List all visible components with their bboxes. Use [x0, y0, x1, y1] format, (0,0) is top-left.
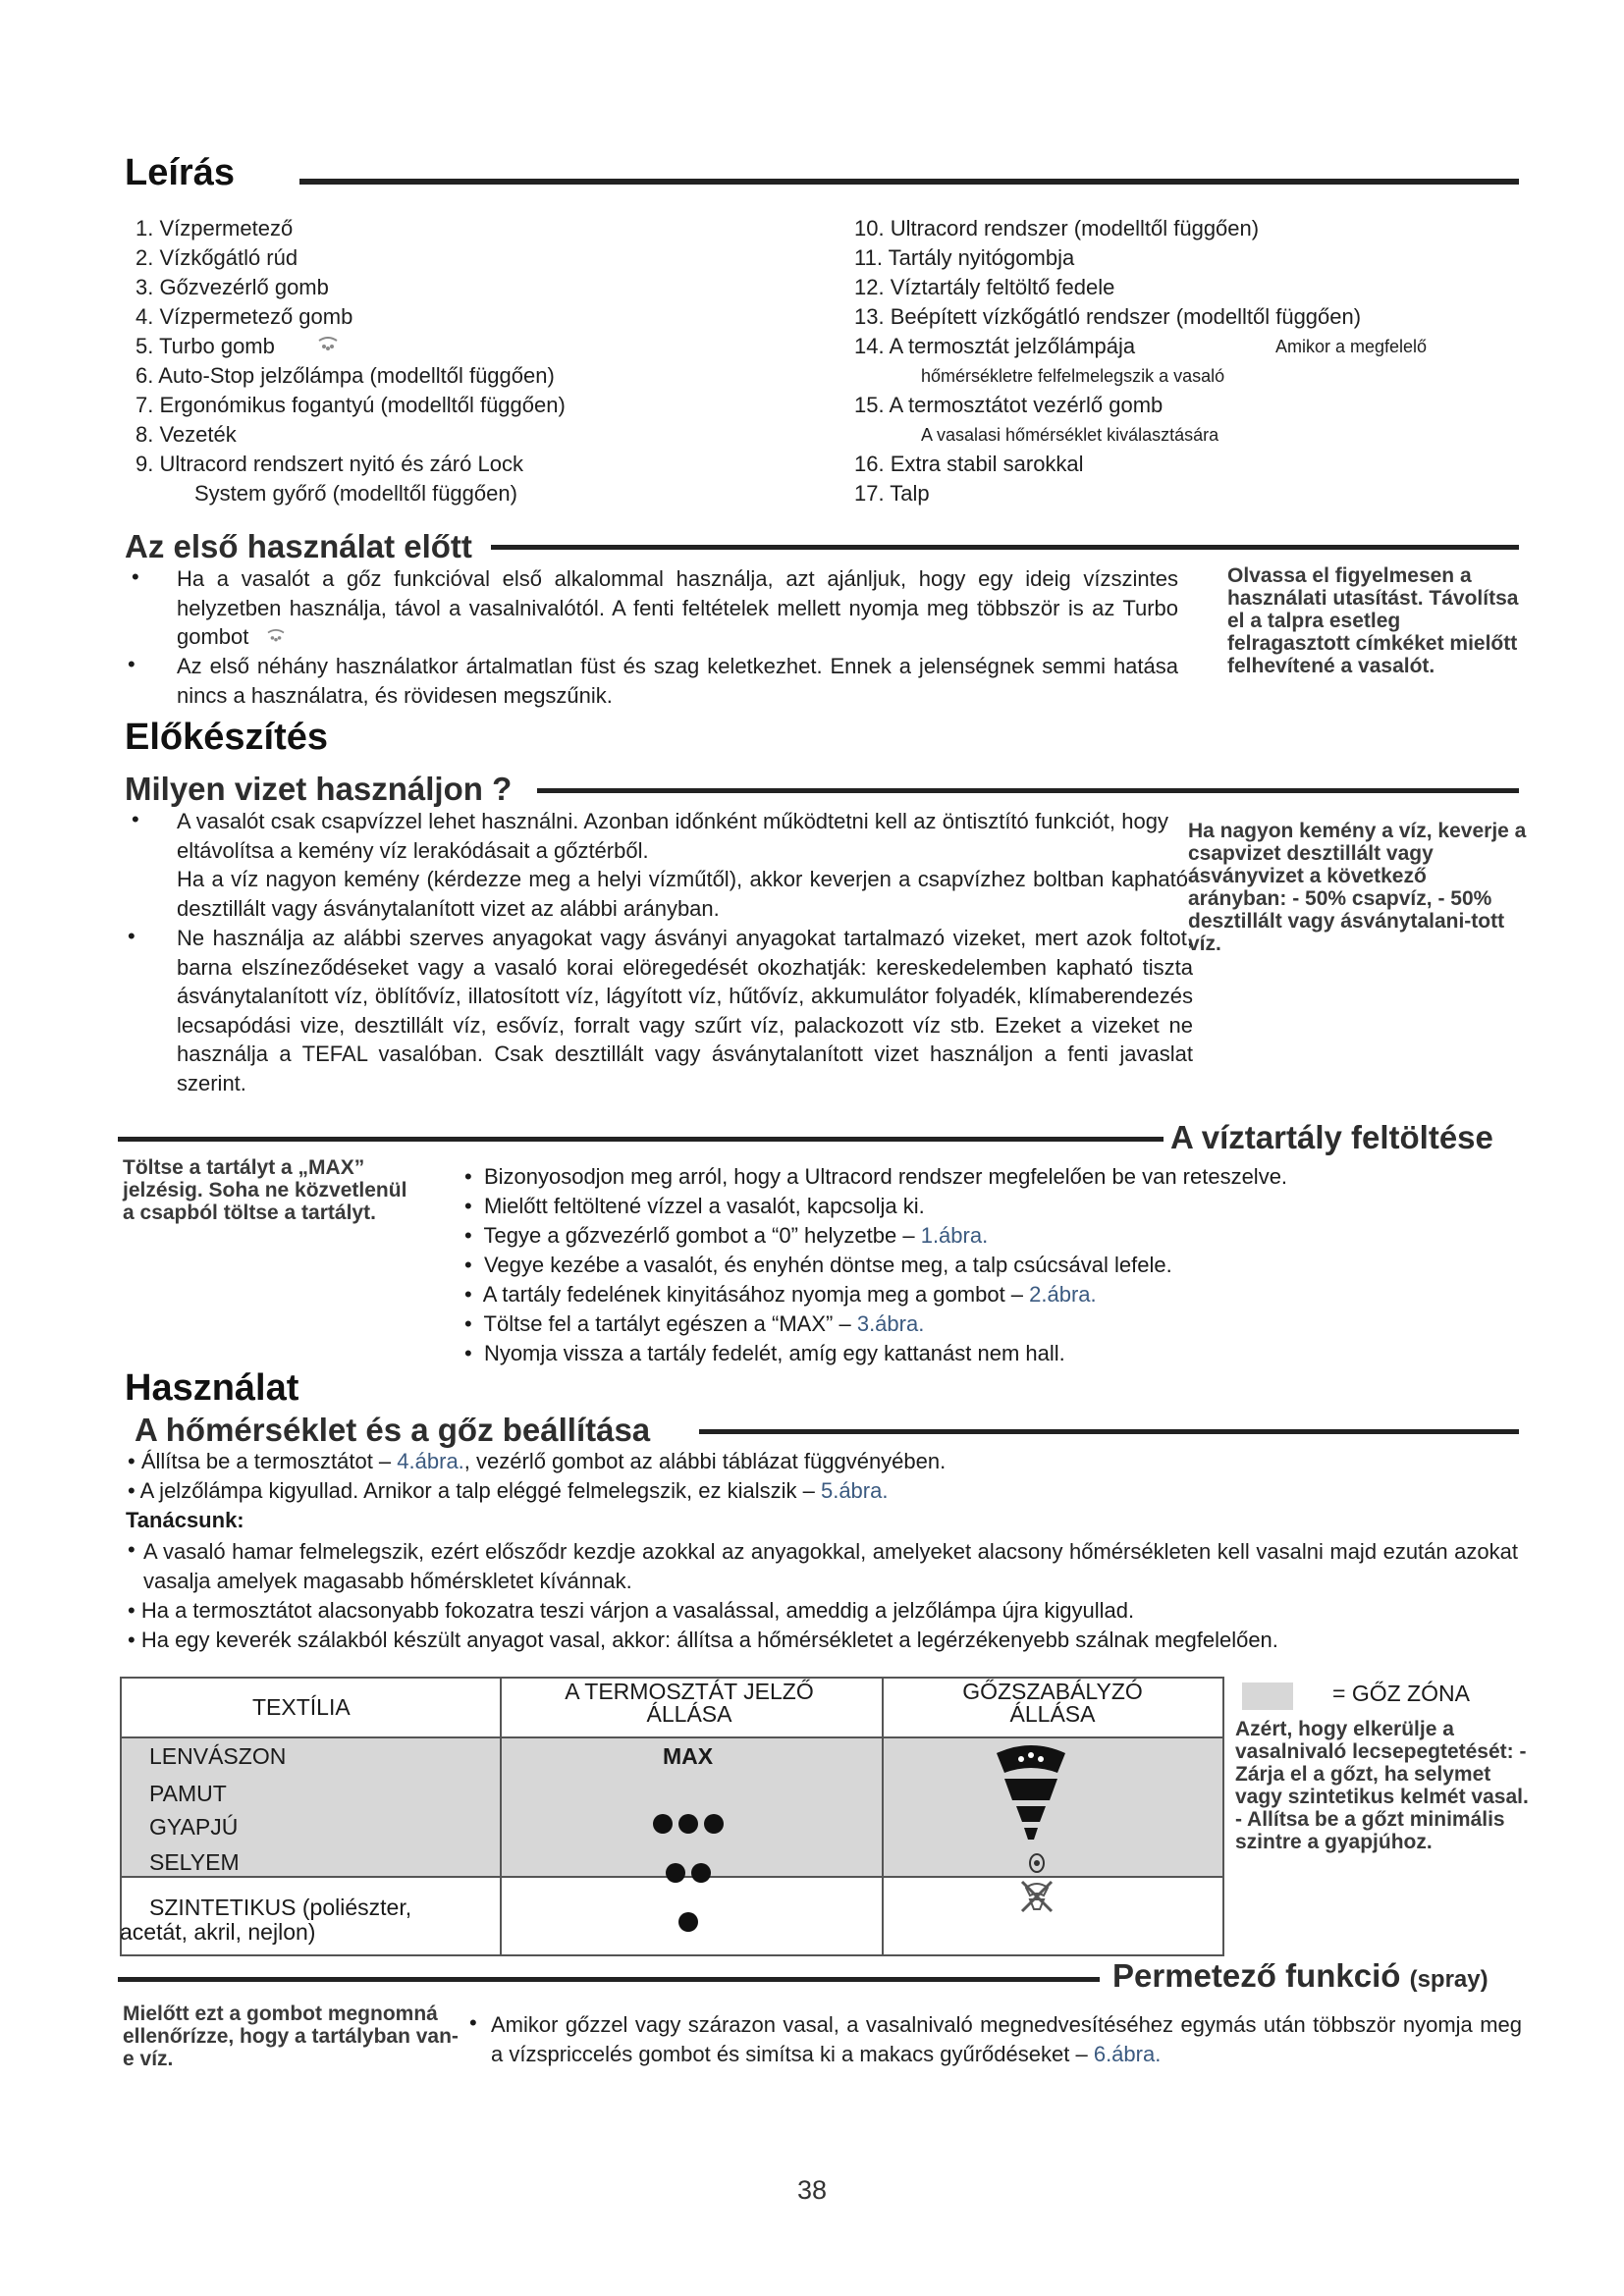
list-item: 9. Ultracord rendszert nyitó és záró Lock	[135, 452, 523, 476]
list-item: • Ha a termosztátot alacsonyabb fokozatra teszi várjon a vasalással, ameddig a jelzőlámpa újra kigyullad.	[128, 1598, 1135, 1623]
list-item: 10. Ultracord rendszer (modelltől függően)	[854, 216, 1260, 240]
section-title-elokeszites: Előkészítés	[125, 717, 328, 758]
steam-icon	[265, 623, 287, 653]
divider	[299, 179, 1519, 185]
divider	[118, 1137, 1164, 1142]
figure-ref: 2.ábra.	[1029, 1282, 1097, 1307]
bullet: •	[128, 924, 135, 948]
paragraph: Ha a víz nagyon kemény (kérdezze meg a helyi vízműtől), akkor keverjen a csapvízhez boltban kapható desztillált vagy ásványtalanított vizet az alábbi arányban.	[177, 867, 1188, 921]
list-item: 15. A termosztátot vezérlő gomb	[854, 393, 1164, 417]
list-item: 12. Víztartály feltöltő fedele	[854, 275, 1115, 299]
figure-ref: 3.ábra.	[856, 1311, 925, 1336]
legend-label: = GŐZ ZÓNA	[1332, 1681, 1470, 1706]
thermostat-three-dots	[650, 1814, 727, 1839]
list-item: 3. Gőzvezérlő gomb	[135, 275, 329, 299]
list-item-note: A vasalasi hőmérséklet kiválasztására	[921, 425, 1219, 445]
bullet: •	[132, 564, 139, 589]
list-item: 2. Vízkőgátló rúd	[135, 245, 298, 270]
divider	[699, 1429, 1519, 1434]
advice-label: Tanácsunk:	[126, 1508, 244, 1532]
thermostat-max: MAX	[663, 1743, 714, 1769]
table-row: LENVÁSZON	[149, 1743, 287, 1769]
steam-off-icon	[1018, 1878, 1056, 1920]
divider	[491, 545, 1519, 550]
section-title-leiras: Leírás	[125, 152, 235, 193]
paragraph: Ne használja az alábbi szerves anyagokat vagy ásványi anyagokat tartalmazó vizeket, mert azok foltot, barna elszíneződéseket vagy a vasaló korai elöregedését okozhatják: kereskedelemben kapható tiszta ásványtalanított víz, öblítővíz, illatosított víz, lágyított víz, hűtővíz, akkumulátor folyadék, klímaberendezés lecsapódási vize, desztillált víz, esővíz, forralt vagy szűrt víz, palackozott víz stb. Ezeket a vizeket ne használja a TEFAL vasalóban. Csak desztillált vagy ásványtalanított vizet használjon a fenti javaslat szerint.	[177, 926, 1193, 1095]
section-title-permetezo: Permetező funkció (spray)	[1112, 1957, 1489, 1994]
paragraph: Az első néhány használatkor ártalmatlan füst és szag keletkezhet. Ennek a jelenségnek semmi hatása nincs a használatra, és rövidesen megszűnik.	[177, 654, 1178, 708]
settings-table	[120, 1677, 1224, 1956]
list-item: 17. Talp	[854, 481, 930, 506]
steam-zone-swatch	[1242, 1682, 1293, 1710]
bullet: •	[128, 652, 135, 676]
thermostat-one-dot	[676, 1912, 701, 1937]
figure-ref: 1.ábra.	[920, 1223, 989, 1248]
side-note: Ha nagyon kemény a víz, keverje a csapvizet desztillált vagy ásványvizet a következő arányban: - 50% csapvíz, - 50% desztillált vagy ásványtalani-tott víz.	[1188, 820, 1527, 955]
table-row: SELYEM	[149, 1849, 240, 1875]
list-item: • Bizonyosodjon meg arról, hogy a Ultracord rendszer megfelelően be van reteszelve.	[464, 1164, 1288, 1189]
subsection-title: Milyen vizet használjon ?	[125, 771, 513, 807]
list-item: 6. Auto-Stop jelzőlámpa (modelltől függően)	[135, 363, 555, 388]
list-item: 7. Ergonómikus fogantyú (modelltől függően)	[135, 393, 566, 417]
list-item: • A tartály fedelének kinyitásához nyomja meg a gombot – 2.ábra.	[464, 1282, 1097, 1307]
thermostat-two-dots	[663, 1863, 714, 1888]
list-item-note: hőmérsékletre felfelmelegszik a vasaló	[921, 366, 1225, 386]
paragraph: Amikor gőzzel vagy szárazon vasal, a vasalnivaló megnedvesítéséhez egymás után többször nyomja meg a vízspriccelés gombot és simítsa ki a makacs gyűrődéseket – 6.ábra.	[491, 2012, 1522, 2066]
list-item: • Vegye kezébe a vasalót, és enyhén döntse meg, a talp csúcsával lefele.	[464, 1253, 1172, 1277]
list-item: 13. Beépített vízkőgátló rendszer (modelltől függően)	[854, 304, 1362, 329]
list-item-note: Amikor a megfelelő	[1275, 337, 1428, 356]
list-item: 16. Extra stabil sarokkal	[854, 452, 1084, 476]
page-number: 38	[797, 2175, 828, 2205]
table-row: SZINTETIKUS (poliészter,	[149, 1895, 412, 1920]
paragraph: Ha a vasalót a gőz funkcióval első alkalommal használja, azt ajánljuk, hogy egy ideig vízszintes helyzetben használja, távol a vasalnivalótól. A fenti feltételek mellett nyomja meg többször is az Turbo gombot	[177, 564, 1178, 653]
column-header: TEXTÍLIA	[252, 1694, 351, 1720]
list-item: 8. Vezeték	[135, 422, 237, 447]
side-note: Azért, hogy elkerülje a vasalnivaló lecsepegtetését: - Zárja el a gőzt, ha selymet vagy szintetikus kelmét vasal. - Allítsa be a gőzt minimális szintre a gyapjúhoz.	[1235, 1718, 1529, 1853]
divider	[118, 1977, 1100, 1982]
steam-min-icon	[1028, 1853, 1046, 1878]
steam-max-icon	[997, 1741, 1065, 1859]
list-item	[135, 332, 340, 362]
list-item: 4. Vízpermetező gomb	[135, 304, 353, 329]
bullet: •	[469, 2010, 477, 2035]
list-item: 14. A termosztát jelzőlámpája	[854, 334, 1136, 358]
steam-icon	[316, 333, 340, 362]
section-title-elso: Az első használat előtt	[125, 528, 472, 564]
list-item: • A jelzőlámpa kigyullad. Arnikor a talp eléggé felmelegszik, ez kialszik – 5.ábra.	[128, 1478, 889, 1503]
table-row: acetát, akril, nejlon)	[120, 1919, 316, 1945]
bullet: •	[128, 1537, 135, 1562]
list-item: 11. Tartály nyitógombja	[854, 245, 1075, 270]
side-note: Mielőtt ezt a gombot megnomná ellenőrízze, hogy a tartályban van-e víz.	[123, 2002, 459, 2070]
list-item: • Nyomja vissza a tartály fedelét, amíg egy kattanást nem hall.	[464, 1341, 1065, 1365]
list-item: • Tegye a gőzvezérlő gombot a “0” helyzetbe – 1.ábra.	[464, 1223, 989, 1248]
table-row: PAMUT	[149, 1781, 227, 1806]
column-header: A TERMOSZTÁT JELZŐ ÁLLÁSA	[565, 1679, 814, 1727]
divider	[537, 788, 1519, 793]
column-header: GŐZSZABÁLYZÓ ÁLLÁSA	[962, 1679, 1143, 1727]
list-item: 1. Vízpermetező	[135, 216, 294, 240]
figure-ref: 6.ábra.	[1093, 2041, 1162, 2066]
table-row: GYAPJÚ	[149, 1814, 239, 1840]
paragraph: A vasaló hamar felmelegszik, ezért elősződr kezdje azokkal az anyagokkal, amelyeket alacsony hőmérsékleten kell vasalni majd ezután azokat vasalja amelyek magasabb hőmérskletet kívánnak.	[143, 1539, 1518, 1593]
figure-ref: 5.ábra.	[820, 1478, 889, 1503]
section-title-hasznalat: Használat	[125, 1367, 299, 1409]
list-item: • Töltse fel a tartályt egészen a “MAX” – 3.ábra.	[464, 1311, 925, 1336]
list-item: • Állítsa be a termosztátot – 4.ábra., vezérlő gombot az alábbi táblázat függvényében.	[128, 1449, 947, 1473]
paragraph: A vasalót csak csapvízzel lehet használni. Azonban időnként működtetni kell az öntisztító funkciót, hogy eltávolítsa a kemény víz lerakódásait a gőztérből.	[177, 809, 1168, 863]
bullet: •	[132, 807, 139, 831]
list-item: System győrő (modelltől függően)	[194, 481, 517, 506]
side-note: Olvassa el figyelmesen a használati utasítást. Távolítsa el a talpra esetleg felragasztott címkéket mielőtt felhevítené a vasalót.	[1227, 564, 1519, 677]
list-item-label: 5. Turbo gomb	[135, 334, 275, 358]
list-item: • Ha egy keverék szálakból készült anyagot vasal, akkor: állítsa a hőmérsékletet a legérzékenyebb szálnak megfelelően.	[128, 1628, 1278, 1652]
list-item: • Mielőtt feltöltené vízzel a vasalót, kapcsolja ki.	[464, 1194, 925, 1218]
subsection-title: A hőmérséklet és a gőz beállítása	[135, 1412, 651, 1448]
section-title-viztartaly: A víztartály feltöltése	[1170, 1119, 1493, 1155]
side-note: Töltse a tartályt a „MAX” jelzésig. Soha ne közvetlenül a csapból töltse a tartályt.	[123, 1156, 407, 1224]
figure-ref: 4.ábra.	[397, 1449, 464, 1473]
